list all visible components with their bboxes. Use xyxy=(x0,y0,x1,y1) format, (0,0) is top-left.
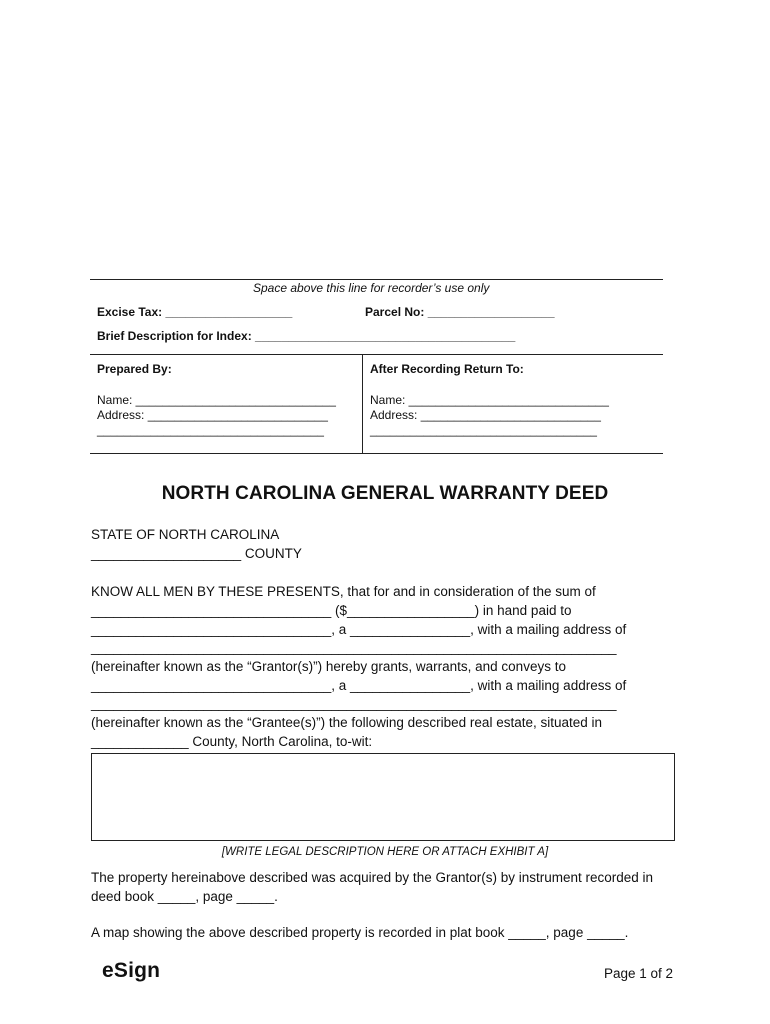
body-line-5: (hereinafter known as the “Grantor(s)”) hereby grants, warrants, and conveys to xyxy=(91,659,566,674)
consideration-field[interactable]: ________________________________ ($_________________) in hand paid to xyxy=(91,603,572,618)
return-to-address-field[interactable]: Address: ___________________________ xyxy=(370,408,601,422)
parcel-no-field[interactable]: Parcel No: ___________________ xyxy=(365,305,555,319)
grantor-field[interactable]: ________________________________, a ________________, with a mailing address of xyxy=(91,622,627,637)
prepared-by-name-field[interactable]: Name: ______________________________ xyxy=(97,393,336,407)
document-title: NORTH CAROLINA GENERAL WARRANTY DEED xyxy=(161,483,609,504)
page-number: Page 1 of 2 xyxy=(604,966,674,981)
property-county-field[interactable]: _____________ County, North Carolina, to-wit: xyxy=(91,734,373,749)
body-line-1: KNOW ALL MEN BY THESE PRESENTS, that for and in consideration of the sum of xyxy=(91,584,596,599)
table-divider xyxy=(362,354,363,453)
prepared-by-heading: Prepared By: xyxy=(97,362,172,376)
recorder-note: Space above this line for recorder’s use only xyxy=(253,281,490,295)
deed-book-field[interactable]: deed book _____, page _____. xyxy=(91,889,278,904)
recorder-line xyxy=(90,279,663,280)
property-line-1: The property hereinabove described was acquired by the Grantor(s) by instrument recorded in xyxy=(91,870,654,885)
table-bottom-line xyxy=(90,453,663,454)
body-line-8: (hereinafter known as the “Grantee(s)”) the following described real estate, situated in xyxy=(91,715,603,730)
state-line: STATE OF NORTH CAROLINA xyxy=(91,527,280,542)
legal-description-caption: [WRITE LEGAL DESCRIPTION HERE OR ATTACH EXHIBIT A] xyxy=(221,846,549,858)
grantor-address-field[interactable]: ______________________________________________________________________ xyxy=(91,640,617,655)
table-top-line xyxy=(90,354,663,355)
return-to-name-field[interactable]: Name: ______________________________ xyxy=(370,393,609,407)
county-field[interactable]: ____________________ COUNTY xyxy=(91,546,302,561)
return-to-heading: After Recording Return To: xyxy=(370,362,524,376)
grantee-address-field[interactable]: ______________________________________________________________________ xyxy=(91,696,617,711)
prepared-by-address-field[interactable]: Address: ___________________________ xyxy=(97,408,328,422)
grantee-field[interactable]: ________________________________, a ________________, with a mailing address of xyxy=(91,678,627,693)
plat-book-field[interactable]: A map showing the above described property is recorded in plat book _____, page _____. xyxy=(91,925,629,940)
brief-description-field[interactable]: Brief Description for Index: _______________________________________ xyxy=(97,329,516,343)
legal-description-box[interactable] xyxy=(91,753,675,841)
excise-tax-field[interactable]: Excise Tax: ___________________ xyxy=(97,305,293,319)
esign-logo: eSign xyxy=(102,959,161,982)
prepared-by-address-line2[interactable]: __________________________________ xyxy=(97,423,324,437)
return-to-address-line2[interactable]: __________________________________ xyxy=(370,423,597,437)
